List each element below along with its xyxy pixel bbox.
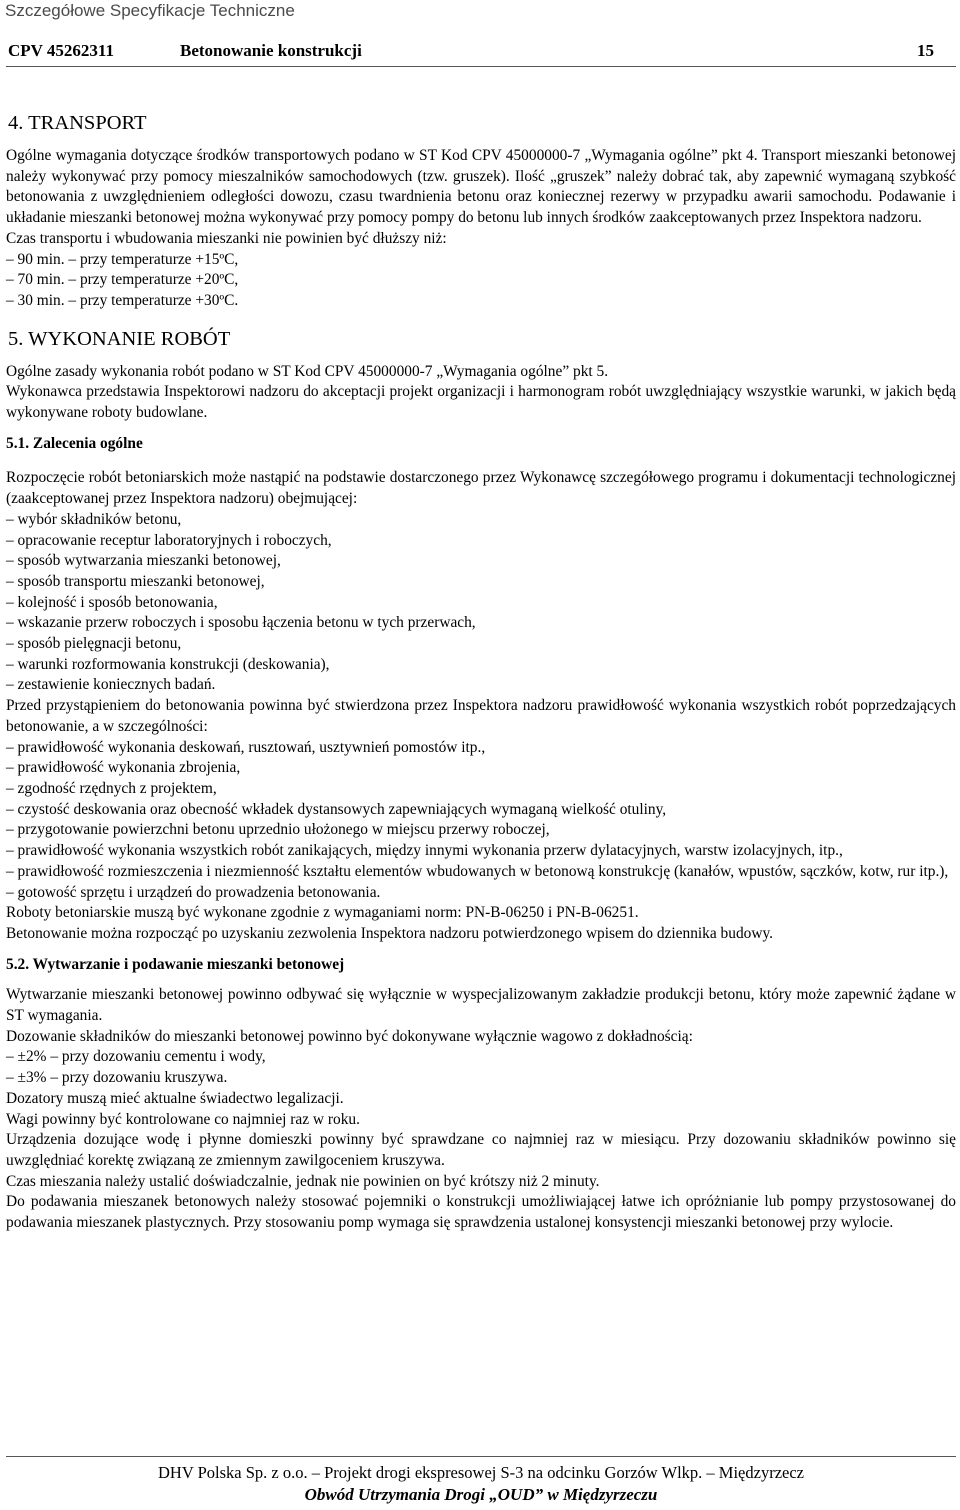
footer-rule	[6, 1456, 956, 1457]
list-item: – opracowanie receptur laboratoryjnych i roboczych,	[6, 531, 332, 549]
paragraph: Betonowanie można rozpocząć po uzyskaniu zezwolenia Inspektora nadzoru potwierdzonego wpisem do dziennika budowy.	[6, 924, 773, 942]
section-heading-4: 4. TRANSPORT	[8, 112, 147, 134]
list-item: – sposób wytwarzania mieszanki betonowej,	[6, 552, 281, 570]
header-cpv: CPV 45262311	[8, 41, 114, 60]
section-heading-5-2: 5.2. Wytwarzanie i podawanie mieszanki betonowej	[6, 955, 345, 973]
list-item: – prawidłowość wykonania wszystkich robót zanikających, między innymi wykonania przerw dylatacyjnych, warstw izolacyjnych, itp.,	[6, 842, 843, 860]
list-item: – wybór składników betonu,	[6, 510, 182, 528]
paragraph: Do podawania mieszanek betonowych należy stosować pojemniki o konstrukcji umożliwiającej łatwe ich opróżnianie lub pompy przystosowanej do podawania mieszanek plastycznych. Przy stosowaniu pomp wymaga się sprawdzenia ustalonej konsystencji mieszanki betonowej przy wylocie.	[6, 1193, 956, 1232]
list-item: – czystość deskowania oraz obecność wkładek dystansowych zapewniających wymaganą wielkość otuliny,	[6, 800, 667, 818]
paragraph: Wykonawca przedstawia Inspektorowi nadzoru do akceptacji projekt organizacji i harmonogram robót uwzględniający wszystkie warunki, w jakich będą wykonywane roboty budowlane.	[6, 383, 956, 422]
list-item: – warunki rozformowania konstrukcji (deskowania),	[6, 655, 330, 673]
paragraph: Dozowanie składników do mieszanki betonowej powinno być dokonywane wyłącznie wagowo z dokładnością:	[6, 1027, 693, 1045]
list-item: – 70 min. – przy temperaturze +20ºC,	[6, 271, 239, 289]
paragraph: Wytwarzanie mieszanki betonowej powinno odbywać się wyłącznie w wyspecjalizowanym zakładzie produkcji betonu, który może zapewnić żądane w ST wymagania.	[6, 986, 956, 1025]
paragraph: Przed przystąpieniem do betonowania powinna być stwierdzona przez Inspektora nadzoru prawidłowość wykonania wszystkich robót poprzedzających betonowanie, a w szczególności:	[6, 697, 956, 735]
list-item: – sposób pielęgnacji betonu,	[6, 635, 182, 653]
list-item: – kolejność i sposób betonowania,	[6, 593, 218, 611]
document-title: Szczegółowe Specyfikacje Techniczne	[5, 1, 295, 20]
list-item: – zestawienie koniecznych badań.	[6, 676, 216, 694]
page-header	[8, 38, 934, 64]
paragraph: Dozatory muszą mieć aktualne świadectwo legalizacji.	[6, 1089, 344, 1107]
paragraph: Urządzenia dozujące wodę i płynne domieszki powinny być sprawdzane co najmniej raz w miesiącu. Przy dozowaniu składników powinno się uwzględniać korektę związaną ze zmiennym zawilgoceniem kruszywa.	[6, 1131, 956, 1169]
header-rule	[6, 66, 956, 67]
paragraph: Ogólne zasady wykonania robót podano w ST Kod CPV 45000000-7 „Wymagania ogólne” pkt 5.	[6, 362, 609, 380]
paragraph: Roboty betoniarskie muszą być wykonane zgodnie z wymaganiami norm: PN-B-06250 i PN-B-06251.	[6, 904, 639, 922]
list-item: – prawidłowość wykonania deskowań, rusztowań, usztywnień pomostów itp.,	[6, 738, 486, 756]
list-item: – 30 min. – przy temperaturze +30ºC.	[6, 291, 239, 309]
list-item: – prawidłowość wykonania zbrojenia,	[6, 759, 241, 777]
list-item: – ±3% – przy dozowaniu kruszywa.	[6, 1069, 228, 1087]
footer-line-1: DHV Polska Sp. z o.o. – Projekt drogi ekspresowej S-3 na odcinku Gorzów Wlkp. – Międzyrzecz	[158, 1463, 804, 1482]
footer-line-2: Obwód Utrzymania Drogi „OUD” w Międzyrzeczu	[304, 1485, 658, 1504]
paragraph: Rozpoczęcie robót betoniarskich może nastąpić na podstawie dostarczonego przez Wykonawcę szczegółowego programu i dokumentacji technologicznej (zaakceptowanej przez Inspektora nadzoru) obejmującej:	[6, 469, 956, 508]
list-item: – 90 min. – przy temperaturze +15ºC,	[6, 250, 239, 268]
section-heading-5-1: 5.1. Zalecenia ogólne	[6, 434, 143, 452]
page-footer	[6, 1462, 956, 1506]
list-item: – prawidłowość rozmieszczenia i niezmienność kształtu elementów wbudowanych w betonową konstrukcję (kanałów, wpustów, sączków, kotw, rur itp.),	[6, 862, 949, 880]
paragraph: Czas transportu i wbudowania mieszanki nie powinien być dłuższy niż:	[6, 229, 447, 247]
page-number: 15	[917, 41, 934, 60]
list-item: – wskazanie przerw roboczych i sposobu łączenia betonu w tych przerwach,	[6, 614, 476, 632]
main-content	[6, 110, 956, 1234]
list-item: – przygotowanie powierzchni betonu uprzednio ułożonego w miejscu przerwy roboczej,	[6, 821, 550, 839]
list-item: – sposób transportu mieszanki betonowej,	[6, 572, 265, 590]
paragraph: Wagi powinny być kontrolowane co najmniej raz w roku.	[6, 1110, 360, 1128]
paragraph: Ogólne wymagania dotyczące środków transportowych podano w ST Kod CPV 45000000-7 „Wymagania ogólne” pkt 4. Transport mieszanki betonowej należy wykonywać przy pomocy mieszalników samochodowych (tzw. gruszek). Ilość „gruszek” należy dobrać tak, aby zapewnić wymaganą szybkość betonowania z uwzględnieniem odległości dowozu, czasu twardnienia betonu oraz koniecznej rezerwy w przypadku awarii samochodu. Podawanie i układanie mieszanki betonowej można wykonywać przy pomocy pompy do betonu lub innych środków zaakceptowanych przez Inspektora nadzoru.	[6, 147, 956, 227]
list-item: – ±2% – przy dozowaniu cementu i wody,	[6, 1048, 266, 1066]
list-item: – zgodność rzędnych z projektem,	[6, 779, 217, 797]
paragraph: Czas mieszania należy ustalić doświadczalnie, jednak nie powinien on być krótszy niż 2 minuty.	[6, 1172, 600, 1190]
header-title: Betonowanie konstrukcji	[180, 41, 362, 60]
list-item: – gotowość sprzętu i urządzeń do prowadzenia betonowania.	[6, 883, 381, 901]
section-heading-5: 5. WYKONANIE ROBÓT	[8, 327, 231, 350]
